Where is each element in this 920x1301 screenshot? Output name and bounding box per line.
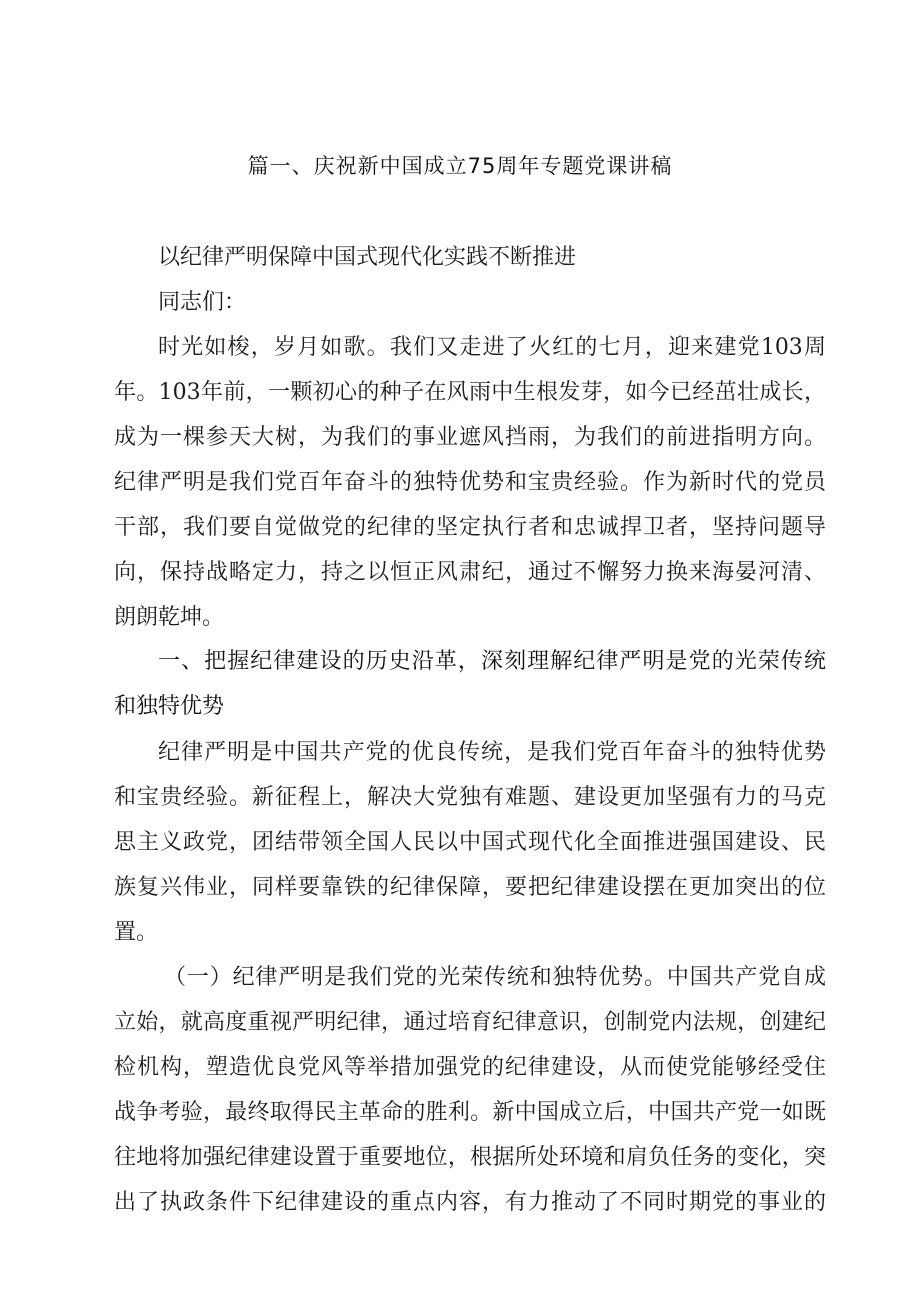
intro-line-2: 年。103年前，一颗初心的种子在风雨中生根发芽，如今已经茁壮成长，	[114, 380, 826, 405]
document-title: 篇一、庆祝新中国成立75周年专题党课讲稿	[247, 154, 673, 178]
intro-line-5: 干部，我们要自觉做党的纪律的坚定执行者和忠诚捍卫者，坚持问题导	[114, 515, 826, 540]
subsection-1-line-2: 立始，就高度重视严明纪律，通过培育纪律意识，创制党内法规，创建纪	[114, 1010, 826, 1035]
section-1-heading-line-1: 一、把握纪律建设的历史沿革，深刻理解纪律严明是党的光荣传统	[158, 649, 826, 674]
section-1-para-line-4: 族复兴伟业，同样要靠铁的纪律保障，要把纪律建设摆在更加突出的位	[114, 875, 826, 900]
subsection-1-line-3: 检机构，塑造优良党风等举措加强党的纪律建设，从而使党能够经受住	[114, 1055, 826, 1080]
subsection-1-line-5: 往地将加强纪律建设置于重要地位，根据所处环境和肩负任务的变化，突	[114, 1145, 826, 1170]
intro-line-4: 纪律严明是我们党百年奋斗的独特优势和宝贵经验。作为新时代的党员	[114, 470, 826, 495]
intro-line-6: 向，保持战略定力，持之以恒正风肃纪，通过不懈努力换来海晏河清、	[114, 560, 826, 585]
intro-line-7: 朗朗乾坤。	[114, 605, 225, 630]
section-1-heading-line-2: 和独特优势	[114, 694, 225, 719]
section-1-para-line-3: 思主义政党，团结带领全国人民以中国式现代化全面推进强国建设、民	[114, 830, 826, 855]
section-1-para-line-2: 和宝贵经验。新征程上，解决大党独有难题、建设更加坚强有力的马克	[114, 785, 826, 810]
section-1-para-line-1: 纪律严明是中国共产党的优良传统，是我们党百年奋斗的独特优势	[158, 740, 826, 765]
subsection-1-line-1: （一）纪律严明是我们党的光荣传统和独特优势。中国共产党自成	[164, 965, 826, 990]
intro-line-1: 时光如梭，岁月如歌。我们又走进了火红的七月，迎来建党103周	[158, 335, 826, 360]
section-1-para-line-5: 置。	[114, 920, 159, 945]
subsection-1-line-4: 战争考验，最终取得民主革命的胜利。新中国成立后，中国共产党一如既	[114, 1100, 826, 1125]
salutation: 同志们：	[158, 290, 247, 315]
speech-subtitle: 以纪律严明保障中国式现代化实践不断推进	[158, 245, 577, 270]
subsection-1-line-6: 出了执政条件下纪律建设的重点内容，有力推动了不同时期党的事业的	[114, 1190, 826, 1215]
intro-line-3: 成为一棵参天大树，为我们的事业遮风挡雨，为我们的前进指明方向。	[114, 425, 826, 450]
